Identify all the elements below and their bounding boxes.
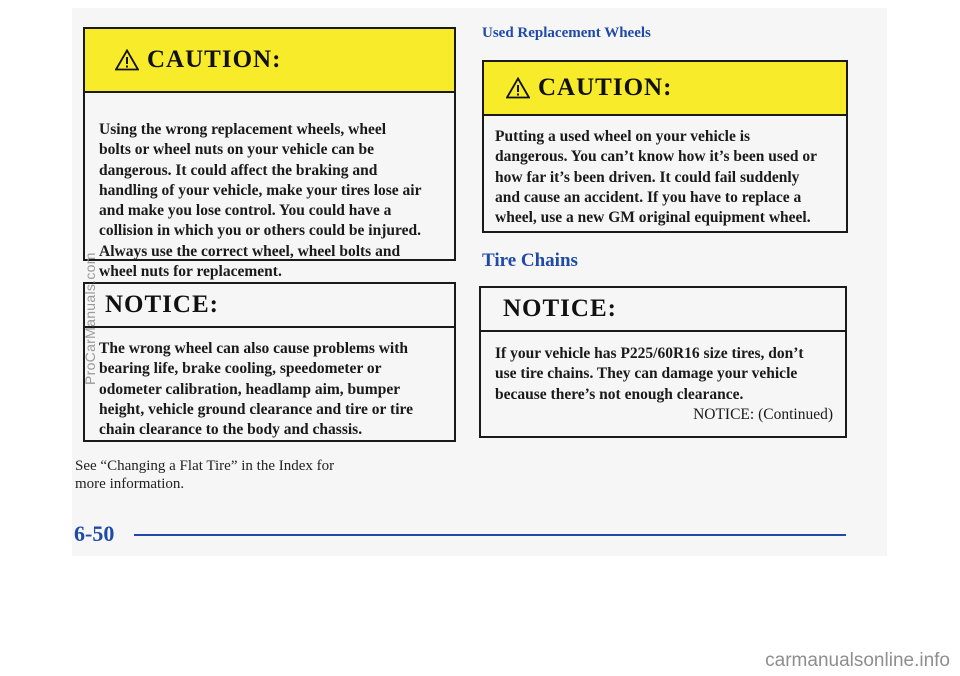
text-line: odometer calibration, headlamp aim, bumper (99, 380, 401, 398)
text-line: collision in which you or others could be injured. (99, 222, 421, 240)
text-line: Using the wrong replacement wheels, wheel (99, 121, 387, 138)
text-line: and make you lose control. You could have a (99, 202, 392, 220)
see-index-text (75, 457, 334, 493)
notice-box-wrong-wheel (83, 282, 456, 442)
tire-chains-heading: Tire Chains (482, 250, 578, 271)
notice-box-tire-chains (479, 286, 847, 438)
text-line: dangerous. You can’t know how it’s been used or (495, 148, 817, 166)
text-line: dangerous. It could affect the braking and (99, 161, 378, 179)
caution-box-used-wheel (482, 60, 848, 233)
text-line: because there’s not enough clearance. (495, 385, 744, 403)
notice-header (481, 288, 845, 332)
caution-body (484, 116, 846, 228)
footer-rule (134, 534, 846, 536)
caution-box-wrong-wheels (83, 27, 456, 281)
text-line: wheel, use a new GM original equipment wheel. (495, 209, 811, 227)
used-wheels-heading: Used Replacement Wheels (482, 25, 651, 41)
caution-title: CAUTION: (147, 46, 282, 73)
text-line: If your vehicle has P225/60R16 size tires, don’t (495, 345, 804, 362)
text-line: wheel nuts for replacement. (99, 263, 282, 281)
page-number: 6-50 (74, 521, 115, 546)
text-line: use tire chains. They can damage your vehicle (495, 365, 798, 383)
text-line: handling of your vehicle, make your tires lose air (99, 181, 422, 199)
text-line: more information. (75, 476, 185, 492)
text-line: chain clearance to the body and chassis. (99, 421, 363, 439)
text-line: The wrong wheel can also cause problems with (99, 340, 409, 357)
text-line: bolts or wheel nuts on your vehicle can be (99, 141, 374, 159)
notice-body (85, 328, 454, 440)
notice-title: NOTICE: (105, 291, 219, 318)
text-line: bearing life, brake cooling, speedometer or (99, 360, 382, 378)
text-line: Putting a used wheel on your vehicle is (495, 128, 751, 145)
side-watermark: ProCarManuals.com (82, 252, 98, 385)
caution-body (85, 93, 454, 282)
caution-header (85, 29, 454, 93)
bottom-watermark: carmanualsonline.info (765, 650, 950, 671)
notice-body (481, 332, 845, 425)
notice-continued: NOTICE: (Continued) (693, 405, 833, 423)
caution-header (484, 62, 846, 116)
notice-title: NOTICE: (503, 295, 617, 322)
text-line: Always use the correct wheel, wheel bolts and (99, 242, 401, 260)
warning-triangle-icon (506, 77, 530, 99)
text-line: height, vehicle ground clearance and tire or tire (99, 400, 413, 418)
text-line: and cause an accident. If you have to replace a (495, 188, 802, 206)
warning-triangle-icon (115, 49, 139, 71)
text-line: how far it’s been driven. It could fail suddenly (495, 168, 800, 186)
text-line: See “Changing a Flat Tire” in the Index for (75, 458, 335, 474)
caution-title: CAUTION: (538, 74, 673, 101)
notice-header (85, 284, 454, 328)
